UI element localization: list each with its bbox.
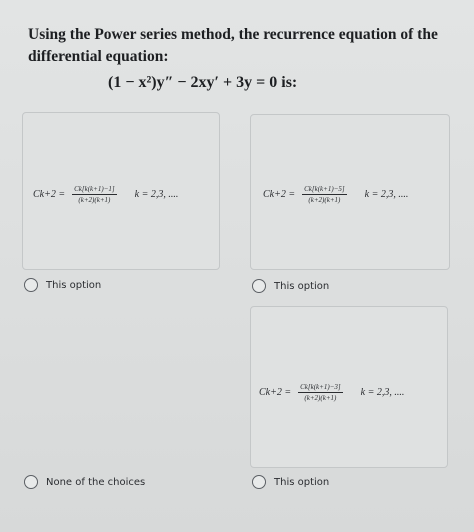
formula-lhs: Ck+2 = (259, 387, 292, 398)
formula-fraction (302, 185, 347, 204)
radio-button[interactable] (24, 475, 38, 489)
radio-button[interactable] (24, 278, 38, 292)
option-1-choice[interactable] (24, 278, 101, 292)
formula-range: k = 2,3, .... (360, 387, 405, 398)
option-4-choice[interactable] (252, 475, 329, 489)
formula-numerator: Ck[k(k+1)−1] (74, 185, 115, 193)
option-label: This option (274, 476, 330, 488)
formula-range: k = 2,3, .... (134, 189, 179, 200)
formula-lhs: Ck+2 = (263, 189, 296, 200)
recurrence-formula-4 (259, 383, 404, 402)
option-label: This option (274, 280, 330, 292)
option-2-choice[interactable] (252, 279, 329, 293)
option-card-1[interactable] (22, 112, 220, 270)
radio-button[interactable] (252, 279, 266, 293)
formula-fraction (298, 383, 343, 402)
option-3-choice[interactable] (24, 475, 145, 489)
option-card-2[interactable] (250, 114, 450, 270)
option-label: This option (46, 279, 102, 291)
option-label: None of the choices (46, 476, 146, 488)
option-card-3[interactable] (22, 310, 220, 468)
formula-fraction (72, 185, 117, 204)
radio-button[interactable] (252, 475, 266, 489)
formula-numerator: Ck[k(k+1)−3] (300, 383, 341, 391)
formula-denominator: (k+2)(k+1) (78, 196, 111, 204)
formula-denominator: (k+2)(k+1) (308, 196, 341, 204)
formula-lhs: Ck+2 = (33, 189, 66, 200)
formula-range: k = 2,3, .... (364, 189, 409, 200)
formula-numerator: Ck[k(k+1)−5] (304, 185, 345, 193)
recurrence-formula-2 (263, 185, 408, 204)
option-card-4[interactable] (250, 306, 448, 468)
recurrence-formula-1 (33, 185, 178, 204)
differential-equation: (1 − x²)y″ − 2xy′ + 3y = 0 is: (108, 74, 298, 91)
question-text: Using the Power series method, the recurrence equation of the differential equation: (28, 26, 438, 65)
formula-denominator: (k+2)(k+1) (304, 394, 337, 402)
